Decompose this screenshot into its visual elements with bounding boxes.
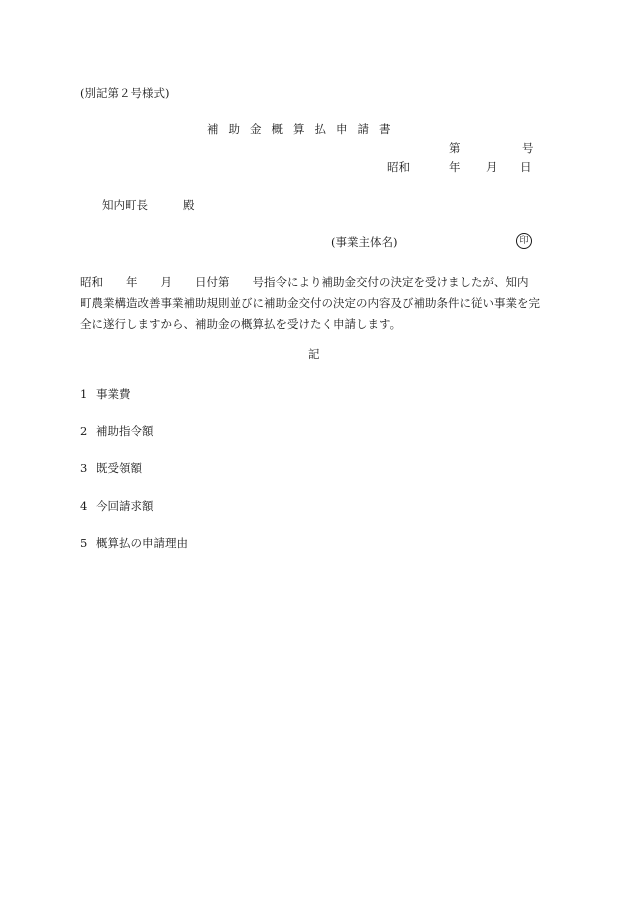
date-year: 年 bbox=[449, 160, 461, 174]
item-label: 補助指令額 bbox=[96, 424, 154, 438]
item-label: 今回請求額 bbox=[96, 499, 154, 513]
seal-icon: 印 bbox=[516, 233, 532, 249]
item-number: 2 bbox=[80, 424, 88, 438]
date-era: 昭和 bbox=[387, 160, 410, 174]
list-item bbox=[80, 389, 131, 401]
list-item bbox=[80, 463, 142, 475]
item-number: 3 bbox=[80, 461, 88, 475]
honorific: 殿 bbox=[183, 198, 195, 212]
list-item bbox=[80, 501, 154, 513]
body-paragraph bbox=[80, 272, 552, 335]
body-line: 町農業構造改善事業補助規則並びに補助金交付の決定の内容及び補助条件に従い事業を完 bbox=[80, 296, 540, 310]
date-day: 日 bbox=[520, 160, 532, 174]
item-label: 既受領額 bbox=[96, 461, 142, 475]
list-item bbox=[80, 538, 188, 550]
list-item bbox=[80, 426, 154, 438]
body-line: 昭和 年 月 日付第 号指令により補助金交付の決定を受けましたが、知内 bbox=[80, 275, 529, 289]
body-line: 全に遂行しますから、補助金の概算払を受けたく申請します。 bbox=[80, 317, 402, 331]
document-title: 補助金概算払申請書 bbox=[207, 122, 401, 136]
item-number: 5 bbox=[80, 536, 88, 550]
number-prefix: 第 bbox=[449, 141, 461, 155]
date-month: 月 bbox=[486, 160, 498, 174]
item-label: 事業費 bbox=[96, 387, 131, 401]
item-number: 1 bbox=[80, 387, 88, 401]
applicant-label: (事業主体名) bbox=[331, 235, 398, 249]
item-number: 4 bbox=[80, 499, 88, 513]
item-label: 概算払の申請理由 bbox=[96, 536, 188, 550]
ki-heading: 記 bbox=[308, 347, 320, 361]
number-suffix: 号 bbox=[522, 141, 534, 155]
form-label: (別記第２号様式) bbox=[80, 86, 170, 100]
addressee: 知内町長 bbox=[102, 198, 148, 212]
